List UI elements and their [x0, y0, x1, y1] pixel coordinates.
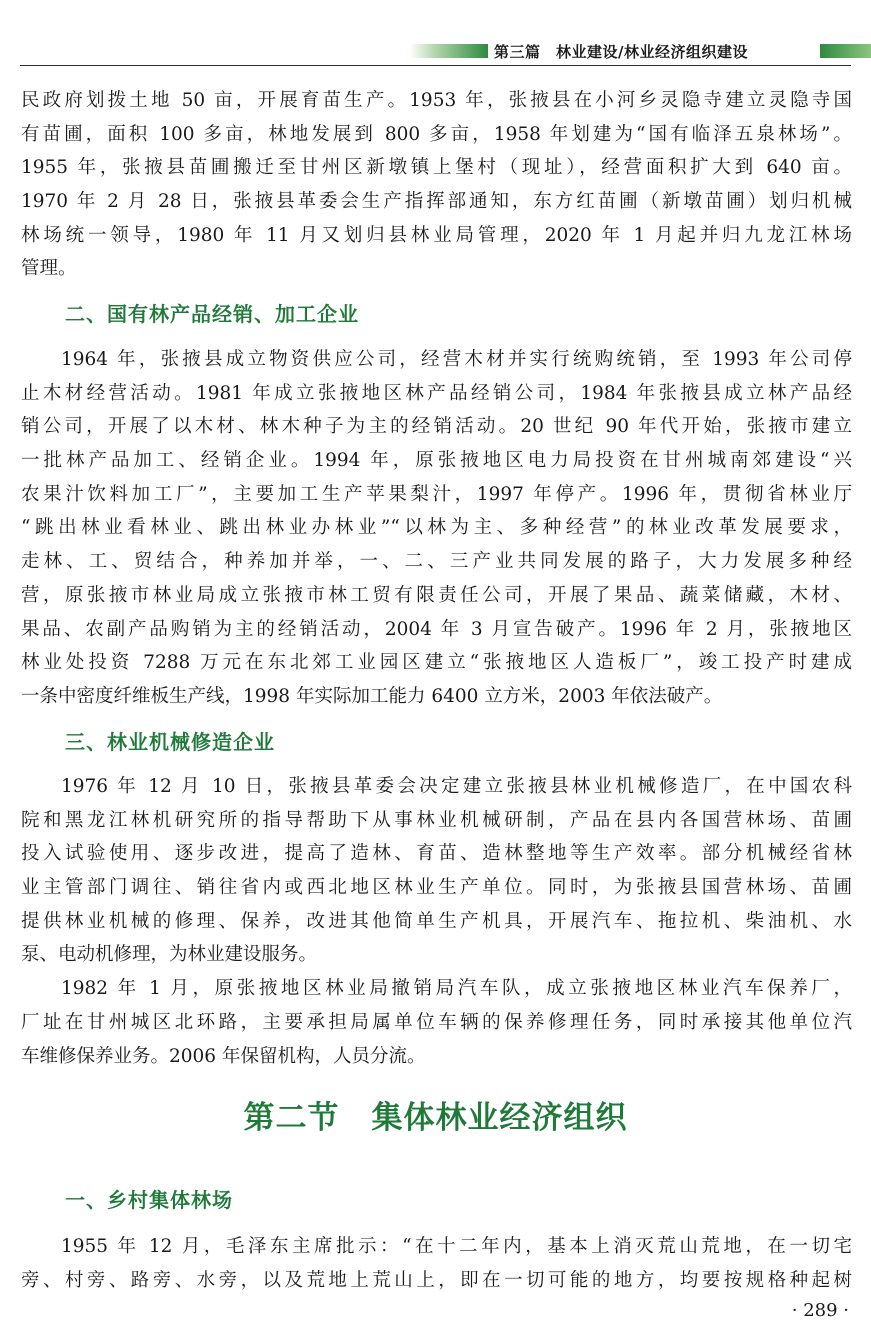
header-decor-bar-left [410, 44, 488, 58]
paragraph-block-1 [21, 84, 852, 286]
text-line: 1964 年，张掖县成立物资供应公司，经营木材并实行统购统销，至 1993 年公司停 [61, 349, 852, 370]
text-line: 旁、村旁、路旁、水旁，以及荒地上荒山上，即在一切可能的地方，均要按规格种起树 [21, 1269, 852, 1291]
section-heading: 二、国有林产品经销、加工企业 [65, 302, 359, 326]
chapter-heading: 第二节 集体林业经济组织 [243, 1100, 628, 1136]
text-line: 投入试验使用、逐步改进，提高了造林、育苗、造林整地等生产效率。部分机械经省林 [21, 843, 852, 865]
running-title: 第三篇 林业建设/林业经济组织建设 [494, 43, 748, 61]
text-line: 1955 年，张掖县苗圃搬迁至甘州区新墩镇上堡村（现址），经营面积扩大到 640 亩。 [21, 157, 852, 179]
section-heading: 三、林业机械修造企业 [65, 730, 275, 754]
text-line: 林场统一领导，1980 年 11 月又划归县林业局管理，2020 年 1 月起并归九龙江林场 [21, 224, 852, 246]
text-line: 林业处投资 7288 万元在东北郊工业园区建立“张掖地区人造板厂”，竣工投产时建成 [21, 652, 852, 674]
header-decor-bar-right [820, 44, 871, 58]
text-line: 院和黑龙江林机研究所的指导帮助下从事林业机械研制，产品在县内各国营林场、苗圃 [21, 809, 852, 831]
text-line: 业主管部门调往、销往省内或西北地区林业生产单位。同时，为张掖县国营林场、苗圃 [21, 877, 852, 899]
text-line: 有苗圃，面积 100 多亩，林地发展到 800 多亩，1958 年划建为“国有临泽五泉林场”。 [21, 123, 852, 145]
text-line: 销公司，开展了以木材、林木种子为主的经销活动。20 世纪 90 年代开始，张掖市建立 [21, 416, 852, 438]
text-line: 民政府划拨土地 50 亩，开展育苗生产。1953 年，张掖县在小河乡灵隐寺建立灵隐寺国 [21, 90, 852, 111]
text-line: 走林、工、贸结合，种养加并举，一、二、三产业共同发展的路子，大力发展多种经 [21, 551, 852, 573]
section-heading: 一、乡村集体林场 [65, 1188, 233, 1212]
paragraph-block-3 [21, 770, 852, 1073]
text-line: 管理。 [21, 258, 77, 280]
text-line: 1970 年 2 月 28 日，张掖县革委会生产指挥部通知，东方红苗圃（新墩苗圃）划归机械 [21, 191, 852, 213]
text-line: “跳出林业看林业、跳出林业办林业”“以林为主、多种经营”的林业改革发展要求， [21, 517, 852, 539]
running-header [20, 40, 851, 62]
text-line: 果品、农副产品购销为主的经销活动，2004 年 3 月宣告破产。1996 年 2 月，张掖地区 [21, 618, 852, 640]
text-line: 营，原张掖市林业局成立张掖市林工贸有限责任公司，开展了果品、蔬菜储藏，木材、 [21, 584, 852, 606]
text-line: 车维修保养业务。2006 年保留机构，人员分流。 [21, 1045, 426, 1067]
text-line: 1976 年 12 月 10 日，张掖县革委会决定建立张掖县林业机械修造厂，在中国农科 [61, 776, 852, 797]
paragraph-block-4 [21, 1230, 852, 1297]
text-line: 1955 年 12 月，毛泽东主席批示：“在十二年内，基本上消灭荒山荒地，在一切宅 [61, 1236, 852, 1257]
text-line: 泵、电动机修理，为林业建设服务。 [21, 944, 318, 966]
text-line: 止木材经营活动。1981 年成立张掖地区林产品经销公司，1984 年张掖县成立林产品经 [21, 382, 852, 404]
paragraph-block-2 [21, 343, 852, 714]
text-line: 1982 年 1 月，原张掖地区林业局撤销局汽车队，成立张掖地区林业汽车保养厂， [61, 978, 852, 1000]
text-line: 农果汁饮料加工厂”，主要加工生产苹果梨汁，1997 年停产。1996 年，贯彻省林业厅 [21, 483, 852, 505]
text-line: 提供林业机械的修理、保养，改进其他简单生产机具，开展汽车、拖拉机、柴油机、水 [21, 910, 852, 932]
text-line: 厂址在甘州城区北环路，主要承担局属单位车辆的保养修理任务，同时承接其他单位汽 [21, 1011, 852, 1033]
page-number: · 289 · [791, 1300, 849, 1321]
header-rule [20, 65, 851, 66]
text-line: 一条中密度纤维板生产线，1998 年实际加工能力 6400 立方米，2003 年依法破产。 [21, 685, 723, 707]
text-line: 一批林产品加工、经销企业。1994 年，原张掖地区电力局投资在甘州城南郊建设“兴 [21, 450, 852, 472]
